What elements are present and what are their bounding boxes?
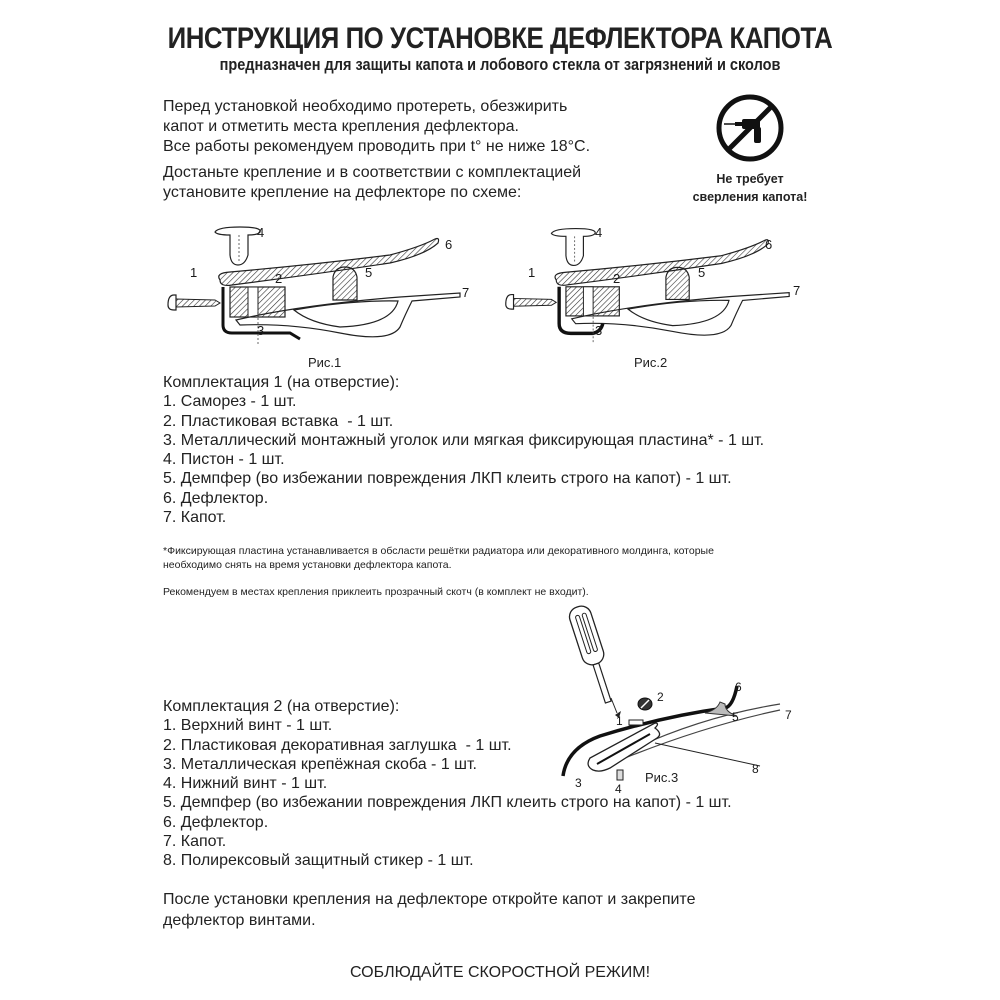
fig2-label-2: 2 <box>613 271 621 286</box>
fig3-label-8: 8 <box>752 762 759 776</box>
fig1-label-5: 5 <box>365 265 373 280</box>
kit-1-list <box>163 373 764 527</box>
fig3-label-1: 1 <box>616 714 623 728</box>
intro-line: установите крепление на дефлекторе по схеме: <box>163 184 522 201</box>
footnote-line: *Фиксирующая пластина устанавливается в обсласти решётки радиатора или декоративного молдинга, которые <box>163 545 714 557</box>
kit-1-item: 6. Дефлектор. <box>163 489 269 507</box>
fig3-label-4: 4 <box>615 782 622 796</box>
kit-1-item: 7. Капот. <box>163 509 227 527</box>
fig3-caption: Рис.3 <box>645 770 679 785</box>
kit-2-item: 3. Металлическая крепёжная скоба - 1 шт. <box>163 755 477 773</box>
kit-2-item: 1. Верхний винт - 1 шт. <box>163 717 333 735</box>
kit-1-item: 2. Пластиковая вставка - 1 шт. <box>163 412 394 430</box>
fig2-caption: Рис.2 <box>634 355 668 370</box>
no-drill-caption-2: сверления капота! <box>692 190 808 204</box>
fig3-label-5: 5 <box>732 710 739 724</box>
kit-1-item: 3. Металлический монтажный уголок или мягкая фиксирующая пластина* - 1 шт. <box>163 431 765 449</box>
intro-line: капот и отметить места крепления дефлектора. <box>163 118 519 135</box>
fig1-caption: Рис.1 <box>308 355 342 370</box>
kit-2-item: 7. Капот. <box>163 833 227 851</box>
fig1-label-4: 4 <box>257 225 265 240</box>
fig3-label-7: 7 <box>785 708 792 722</box>
document-title: ИНСТРУКЦИЯ ПО УСТАНОВКЕ ДЕФЛЕКТОРА КАПОТА <box>167 22 833 55</box>
final-instruction-line: дефлектор винтами. <box>163 912 316 929</box>
kit-2-item: 6. Дефлектор. <box>163 813 269 831</box>
kit-2-item: 2. Пластиковая декоративная заглушка - 1 шт. <box>163 736 512 754</box>
fig2-label-4: 4 <box>595 225 603 240</box>
intro-line: Все работы рекомендуем проводить при t° не ниже 18°C. <box>163 138 591 155</box>
fig2-label-7: 7 <box>793 283 801 298</box>
intro-text <box>163 97 590 203</box>
figure-1-diagram <box>160 215 500 345</box>
figure-1 <box>160 215 500 375</box>
footnote-line: необходимо снять на время установки дефлектора капота. <box>163 559 452 571</box>
fig1-label-3: 3 <box>257 323 265 338</box>
final-instruction <box>163 889 695 931</box>
figure-2 <box>498 215 828 375</box>
tape-recommendation: Рекомендуем в местах крепления приклеить прозрачный скотч (в комплект не входит). <box>163 586 589 598</box>
no-drill-icon <box>714 92 786 164</box>
final-instruction-line: После установки крепления на дефлекторе откройте капот и закрепите <box>163 891 696 908</box>
kit-2-heading: Комплектация 2 (на отверстие): <box>163 698 400 715</box>
kit-1-item: 4. Пистон - 1 шт. <box>163 451 285 469</box>
fig1-label-6: 6 <box>445 237 453 252</box>
intro-line: Достаньте крепление и в соответствии с комплектацией <box>163 164 582 181</box>
kit-1-heading: Комплектация 1 (на отверстие): <box>163 374 400 391</box>
kit-2-item: 8. Полирексовый защитный стикер - 1 шт. <box>163 852 474 870</box>
fig2-label-3: 3 <box>595 323 603 338</box>
kit-2-item: 5. Демпфер (во избежании повреждения ЛКП клеить строго на капот) - 1 шт. <box>163 794 732 812</box>
fig2-label-5: 5 <box>698 265 706 280</box>
kit-2-item: 4. Нижний винт - 1 шт. <box>163 775 328 793</box>
footnote <box>163 544 714 572</box>
speed-warning: СОБЛЮДАЙТЕ СКОРОСТНОЙ РЕЖИМ! <box>349 964 651 981</box>
fig1-label-1: 1 <box>190 265 198 280</box>
no-drill-caption-1: Не требует <box>716 172 784 186</box>
fig2-label-6: 6 <box>765 237 773 252</box>
fig3-label-3: 3 <box>575 776 582 790</box>
fig1-label-2: 2 <box>275 271 283 286</box>
document-subtitle: предназначен для защиты капота и лобового стекла от загрязнений и сколов <box>219 56 781 74</box>
kit-2-list <box>163 697 732 871</box>
fig1-label-7: 7 <box>462 285 470 300</box>
kit-1-item: 5. Демпфер (во избежании повреждения ЛКП клеить строго на капот) - 1 шт. <box>163 470 732 488</box>
no-drill-badge <box>690 92 810 205</box>
figure-2-diagram <box>498 215 828 345</box>
kit-1-item: 1. Саморез - 1 шт. <box>163 393 297 411</box>
fig3-label-6: 6 <box>735 680 742 694</box>
intro-line: Перед установкой необходимо протереть, обезжирить <box>163 98 568 115</box>
fig2-label-1: 1 <box>528 265 536 280</box>
fig3-label-2: 2 <box>657 690 664 704</box>
